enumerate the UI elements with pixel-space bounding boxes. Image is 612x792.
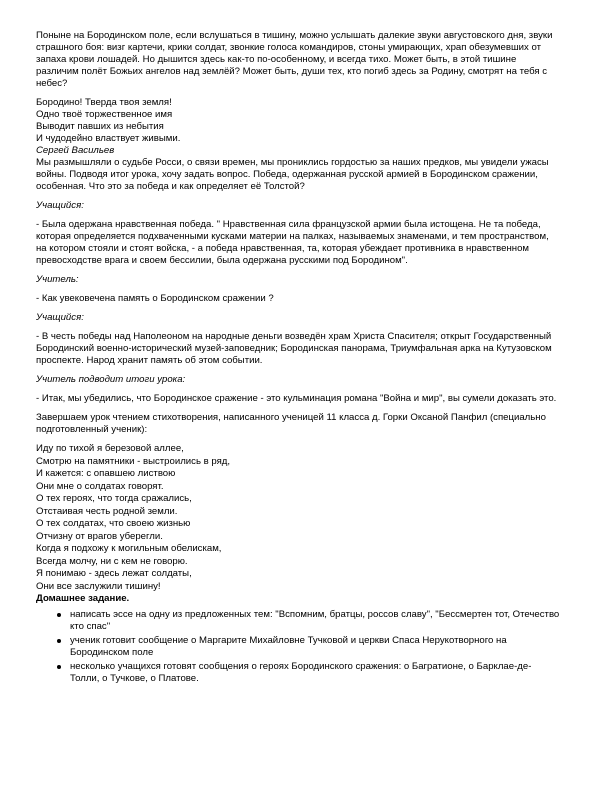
speaker-teacher-label: Учитель: <box>36 274 79 285</box>
poem-author: Сергей Васильев <box>36 145 115 156</box>
list-item: написать эссе на одну из предложенных тем: "Вспомним, братцы, россов славу", "Бессмертен тот, Отечество кто спас" <box>70 609 560 632</box>
list-item: ученик готовит сообщение о Маргарите Михайловне Тучковой и церкви Спаса Нерукотворного на Бородинском поле <box>70 635 560 659</box>
poem-borodino <box>36 97 560 193</box>
summary-paragraph: - Итак, мы убедились, что Бородинское сражение - это кульминация романа "Война и мир", вы сумели доказать это. <box>36 393 557 404</box>
speaker-summary-label: Учитель подводит итоги урока: <box>36 374 186 385</box>
poem-line: О тех солдатах, что своею жизнью <box>36 518 191 529</box>
student-answer-2: - В честь победы над Наполеоном на народные деньги возведён храм Христа Спасителя; открыт Государственный Бородинский военно-исторический музей-заповедник; Бородинская панорама, Триумфальная арка на Кутузовском проспекте. Народ хранит память об этом событии. <box>36 331 552 366</box>
intro-paragraph: Поныне на Бородинском поле, если вслушаться в тишину, можно услышать далекие звуки августовского дня, звуки страшного боя: визг картечи, крики солдат, звонкие голоса командиров, стоны умирающих, храп обезумевших от запаха крови лошадей. Но дышится здесь как-то по-особенному, и всегда тихо. Может быть, в этой тишине различим полёт Божьих ангелов над землёй? Может быть, души тех, кто погиб здесь за Родину, смотрят на тебя с небес? <box>36 30 553 89</box>
poem-line: Иду по тихой я березовой аллее, <box>36 443 184 454</box>
poem-line: Отстаивая честь родной земли. <box>36 505 178 517</box>
homework-title: Домашнее задание. <box>36 593 130 604</box>
poem-line: И кажется: с опавшею листвою <box>36 468 176 479</box>
poem-line: Они все заслужили тишину! <box>36 580 161 592</box>
poem-line: Бородино! Тверда твоя земля! <box>36 97 172 108</box>
poem-line: Когда я подхожу к могильным обелискам, <box>36 543 222 554</box>
speaker-student-label: Учащийся: <box>36 200 84 211</box>
student-answer-1: - Была одержана нравственная победа. " Нравственная сила французской армии была истощена. Не та победа, которая определяется подхваченными кусками материи на палках, называемых знаменами, и тем пространством, на котором стояли и стоят войска, - а победа нравственная, та, которая убеждает противника в нравственном превосходстве врага и своем бессилии, была одержана русскими под Бородином". <box>36 219 549 266</box>
poem-line: Я понимаю - здесь лежат солдаты, <box>36 568 192 579</box>
poem-line: О тех героях, что тогда сражались, <box>36 493 192 504</box>
closing-paragraph: Завершаем урок чтением стихотворения, написанного ученицей 11 класса д. Горки Оксаной Панфил (специально подготовленный ученик): <box>36 412 546 435</box>
poem-line: Смотрю на памятники - выстроились в ряд, <box>36 455 231 467</box>
poem-line: Они мне о солдатах говорят. <box>36 480 164 492</box>
poem-line: Одно твоё торжественное имя <box>36 109 173 120</box>
poem-line: Отчизну от врагов уберегли. <box>36 530 163 542</box>
poem-line: Всегда молчу, ни с кем не говорю. <box>36 555 188 567</box>
poem-student <box>36 443 560 593</box>
list-item: несколько учащихся готовят сообщения о героях Бородинского сражения: о Багратионе, о Барклае-де-Толли, о Тучкове, о Платове. <box>70 661 560 685</box>
poem-line: И чудодейно властвует живыми. <box>36 133 181 144</box>
speaker-student-label-2: Учащийся: <box>36 312 84 323</box>
poem-line: Выводит павших из небытия <box>36 121 164 132</box>
reflection-paragraph: Мы размышляли о судьбе Росси, о связи времен, мы прониклись гордостью за наших предков, мы увидели ужасы войны. Подводя итог урока, хочу задать вопрос. Победа, одержанная русской армией в Бородинском сражении, особенная. Что это за победа и как определяет её Толстой? <box>36 157 549 192</box>
homework-list <box>36 609 560 685</box>
teacher-question: - Как увековечена память о Бородинском сражении ? <box>36 293 274 304</box>
